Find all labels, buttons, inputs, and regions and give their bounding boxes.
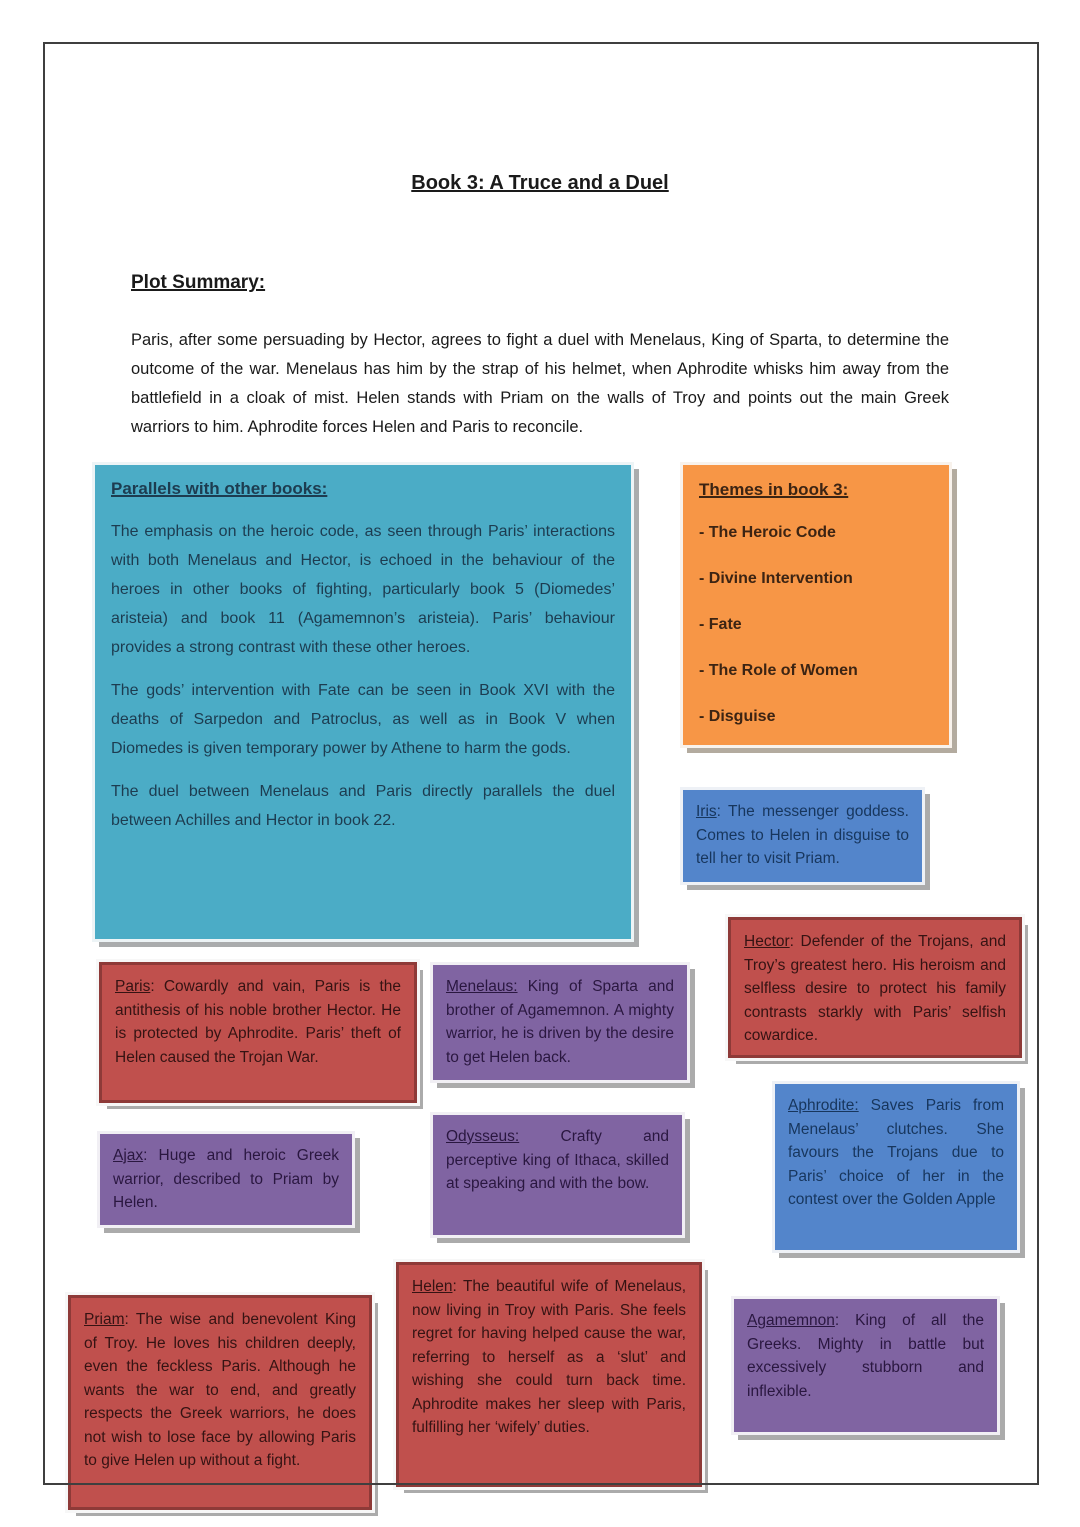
character-description-iris: : The messenger goddess. Comes to Helen in disguise to tell her to visit Priam. — [696, 803, 909, 867]
parallels-heading: Parallels with other books: — [111, 479, 328, 498]
character-description-priam: : The wise and benevolent King of Troy. He loves his children deeply, even the feckless Paris. Although he wants the war to end, and greatly respects the Greek warriors, he does not wish to lose face by allowing Paris to give Helen up without a fight. — [84, 1311, 356, 1469]
theme-item-fate: - Fate — [699, 616, 742, 633]
character-name-paris: Paris — [115, 978, 151, 995]
character-description-paris: : Cowardly and vain, Paris is the antithesis of his noble brother Hector. He is protected by Aphrodite. Paris’ theft of Helen caused the Trojan War. — [115, 978, 401, 1066]
character-name-hector: Hector — [744, 933, 790, 950]
character-name-priam: Priam — [84, 1311, 125, 1328]
document-title: Book 3: A Truce and a Duel — [411, 172, 669, 194]
character-name-agamemnon: Agamemnon — [747, 1312, 835, 1329]
character-box-hector — [728, 917, 1022, 1058]
parallels-box — [92, 462, 634, 942]
character-description-aphrodite: Saves Paris from Menelaus’ clutches. She favours the Trojans due to Paris’ choice of her in the contest over the Golden Apple — [788, 1097, 1004, 1208]
parallels-paragraph-3: The duel between Menelaus and Paris directly parallels the duel between Achilles and Hector in book 22. — [111, 783, 615, 829]
theme-item-disguise: - Disguise — [699, 708, 776, 725]
character-box-aphrodite — [772, 1081, 1020, 1253]
themes-box — [680, 462, 952, 748]
character-description-agamemnon: : King of all the Greeks. Mighty in battle but excessively stubborn and inflexible. — [747, 1312, 984, 1400]
parallels-paragraph-1: The emphasis on the heroic code, as seen through Paris’ interactions with both Menelaus and Hector, is echoed in the behaviour of the heroes in other books of fighting, particularly book 5 (Diomedes’ aristeia) and book 11 (Agamemnon’s aristeia). Paris’ behaviour provides a strong contrast with these other heroes. — [111, 523, 615, 656]
character-box-iris — [680, 787, 925, 885]
character-box-paris — [99, 962, 417, 1103]
character-name-odysseus: Odysseus: — [446, 1128, 520, 1145]
character-name-iris: Iris — [696, 803, 717, 820]
character-name-helen: Helen — [412, 1278, 453, 1295]
plot-summary-heading: Plot Summary: — [131, 272, 266, 293]
character-box-menelaus — [430, 962, 690, 1083]
character-description-menelaus: King of Sparta and brother of Agamemnon. A mighty warrior, he is driven by the desire to get Helen back. — [446, 978, 674, 1066]
theme-item-divine-intervention: - Divine Intervention — [699, 570, 853, 587]
character-description-ajax: : Huge and heroic Greek warrior, described to Priam by Helen. — [113, 1147, 339, 1211]
theme-item-role-of-women: - The Role of Women — [699, 662, 858, 679]
character-box-priam — [68, 1295, 372, 1510]
plot-summary-text: Paris, after some persuading by Hector, agrees to fight a duel with Menelaus, King of Sparta, to determine the outcome of the war. Menelaus has him by the strap of his helmet, when Aphrodite whisks him away from the battlefield in a cloak of mist. Helen stands with Priam on the walls of Troy and points out the main Greek warriors to him. Aphrodite forces Helen and Paris to reconcile. — [131, 331, 949, 436]
character-description-odysseus: Crafty and perceptive king of Ithaca, skilled at speaking and with the bow. — [446, 1128, 669, 1192]
parallels-paragraph-2: The gods’ intervention with Fate can be seen in Book XVI with the deaths of Sarpedon and Patroclus, as well as in Book V when Diomedes is given temporary power by Athene to harm the gods. — [111, 682, 615, 757]
character-name-ajax: Ajax — [113, 1147, 144, 1164]
character-box-helen — [396, 1262, 702, 1487]
character-description-helen: : The beautiful wife of Menelaus, now living in Troy with Paris. She feels regret for having helped cause the war, referring to herself as a ‘slut’ and wishing she could turn back time. Aphrodite makes her sleep with Paris, fulfilling her ‘wifely’ duties. — [412, 1278, 686, 1436]
character-box-odysseus — [430, 1112, 685, 1238]
character-box-agamemnon — [731, 1296, 1000, 1435]
character-box-ajax — [97, 1131, 355, 1228]
themes-heading: Themes in book 3: — [699, 480, 849, 499]
character-name-menelaus: Menelaus: — [446, 978, 518, 995]
character-name-aphrodite: Aphrodite: — [788, 1097, 859, 1114]
character-description-hector: : Defender of the Trojans, and Troy’s greatest hero. His heroism and selfless desire to protect his family contrasts starkly with Paris’ selfish cowardice. — [744, 933, 1006, 1044]
theme-item-heroic-code: - The Heroic Code — [699, 524, 836, 541]
